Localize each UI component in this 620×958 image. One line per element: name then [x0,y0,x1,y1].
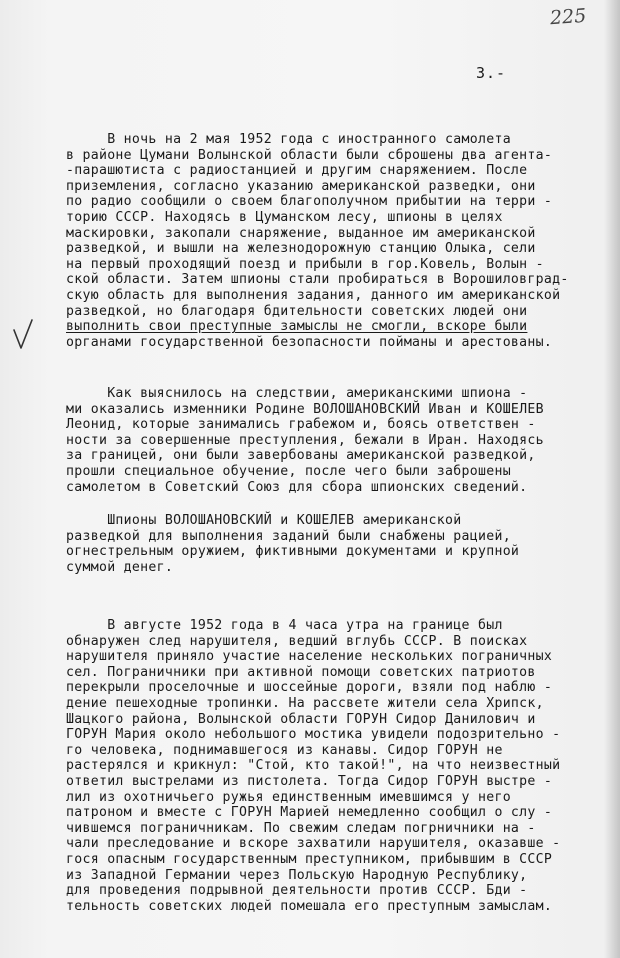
text-line-underlined: выполнить свои преступные замыслы не смогли, вскоре были [66,319,528,335]
text-line: прошли специальное обучение, после чего были заброшены [66,463,511,479]
text-line: торию СССР. Находясь в Цуманском лесу, шпионы в целях [66,209,503,225]
text-line: Шпионы ВОЛОШАНОВСКИЙ и КОШЕЛЕВ американской [66,513,462,528]
text-line: лил из охотничьего ружья единственным имевшимся у него [66,789,511,805]
text-line: обнаружен след нарушителя, ведший вглубь СССР. В поисках [66,633,528,649]
text-line: ГОРУН Мария около небольшого мостика увидели подозрительно - [66,727,561,743]
text-line: в районе Цумани Волынской области были сброшены два агента- [66,147,553,163]
page-edge-shadow [604,0,620,958]
archive-sheet-number: 225 [549,4,587,30]
text-line: гося опасным государственным преступником, прибывшим в СССР [66,851,553,867]
text-line: для проведения подрывной деятельности против СССР. Бди - [66,883,528,899]
text-line: перекрыли проселочные и шоссейные дороги, взяли под наблю - [66,680,553,696]
text-line: разведкой для выполнения заданий были снабжены рацией, [66,528,511,544]
text-line: на первый проходящий поезд и прибыли в гор.Ковель, Волын - [66,256,544,272]
text-line: чившемся пограничникам. По свежим следам погрничники на - [66,820,536,836]
text-line: огнестрельным оружием, фиктивными документами и крупной [66,544,520,560]
text-line: патроном и вместе с ГОРУН Марией немедленно сообщил о слу - [66,805,553,821]
text-line: Леонид, которые занимались грабежом и, боясь ответствен - [66,417,536,433]
text-line: В ночь на 2 мая 1952 года с иностранного самолета [66,132,511,147]
margin-check-mark-icon [12,318,34,352]
text-line: нарушителя приняло участие население нескольких пограничных [66,649,553,665]
text-line: ми оказались изменники Родине ВОЛОШАНОВСКИЙ Иван и КОШЕЛЕВ [66,401,544,417]
paragraph-border-violator [66,618,592,914]
text-line: чали преследование и вскоре захватили нарушителя, оказавше - [66,836,561,852]
text-line: Шацкого района, Волынской области ГОРУН Сидор Данилович и [66,711,536,727]
text-line: маскировки, закопали снаряжение, выданное им американской [66,225,536,241]
text-line: ответил выстрелами из пистолета. Тогда Сидор ГОРУН выстре - [66,773,553,789]
text-line: В августе 1952 года в 4 часа утра на границе был [66,618,503,633]
text-line: ности за совершенные преступления, бежали в Иран. Находясь [66,432,544,448]
text-line: Как выяснилось на следствии, американскими шпиона - [66,386,528,401]
paragraph-investigation [66,386,592,495]
text-line: приземления, согласно указанию американской разведки, они [66,178,536,194]
paragraph-spies-landing [66,132,592,350]
text-line: -парашютиста с радиостанцией и другим снаряжением. После [66,163,528,179]
text-line: за границей, они были завербованы американской разведкой, [66,448,536,464]
text-line: из Западной Германии через Польскую Народную Республику, [66,867,528,883]
text-line: тельность советских людей помешала его преступным замыслам. [66,898,553,914]
text-line: го человека, поднимавшегося из канавы. Сидор ГОРУН не [66,742,503,758]
text-line: ской области. Затем шпионы стали пробираться в Ворошиловград- [66,272,569,288]
text-line: суммой денег. [66,559,174,575]
text-line: сел. Пограничники при активной помощи советских патриотов [66,664,536,680]
text-line: разведкой, и вышли на железнодорожную станцию Олыка, сели [66,241,536,257]
text-line: органами государственной безопасности пойманы и арестованы. [66,334,553,350]
text-line: разведкой, но благодаря бдительности советских людей они [66,303,528,319]
text-line: растерялся и крикнул: "Стой, кто такой!", на что неизвестный [66,758,561,774]
text-line: дение пешеходные тропинки. На рассвете жители села Хрипск, [66,695,544,711]
paragraph-equipment [66,513,592,575]
page-number: 3.- [476,64,507,82]
text-line: самолетом в Советский Союз для сбора шпионских сведений. [66,479,528,495]
text-line: скую область для выполнения задания, данного им американской [66,287,561,303]
text-line: по радио сообщили о своем благополучном прибытии на терри - [66,194,553,210]
